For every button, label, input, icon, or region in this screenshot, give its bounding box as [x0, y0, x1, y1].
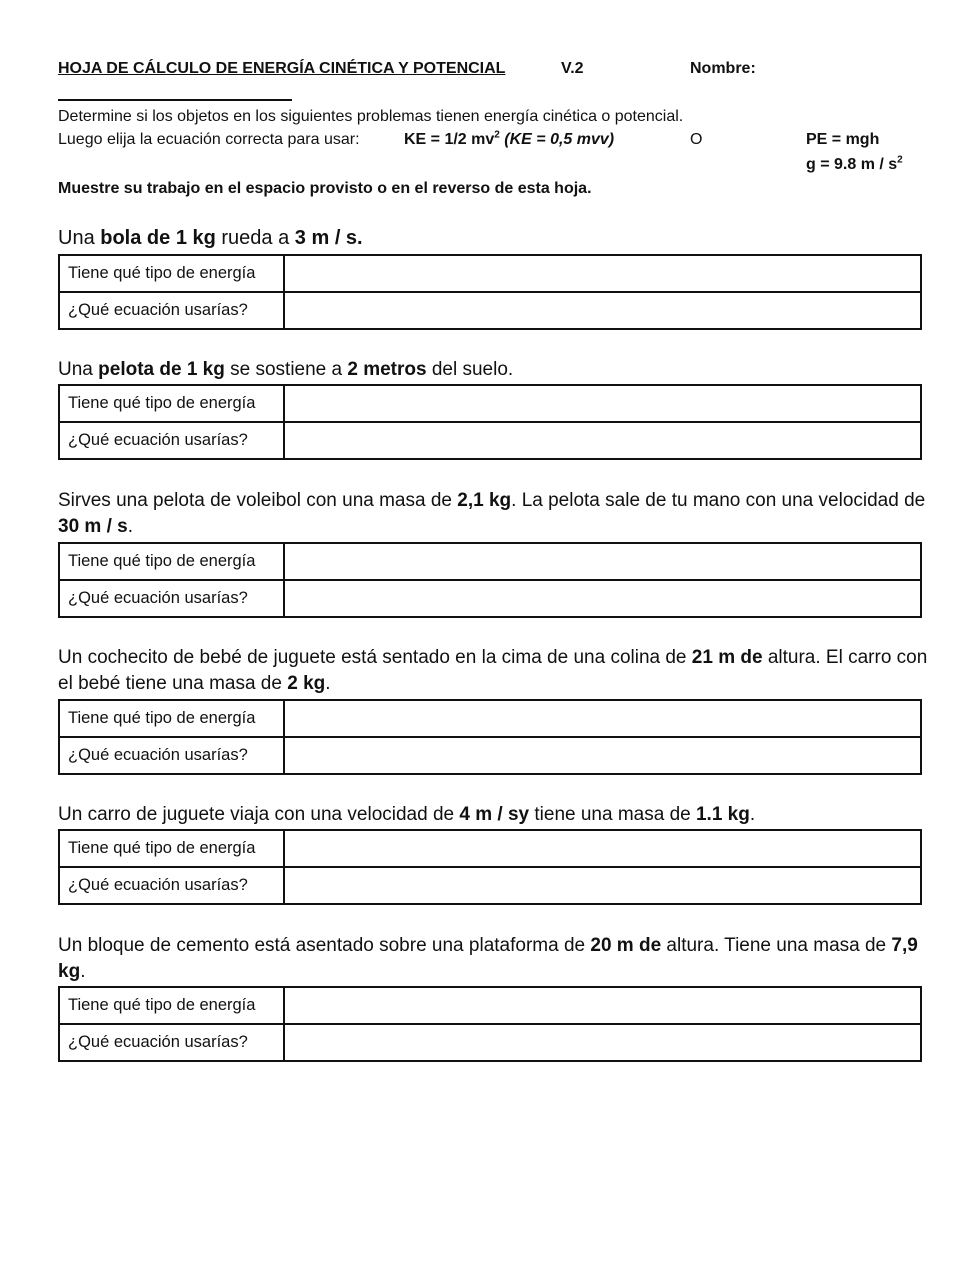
equation-label: ¿Qué ecuación usarías?	[59, 580, 284, 617]
g-formula: g = 9.8 m / $s^2$	[806, 154, 903, 173]
ke-alt-formula: (KE = 0,5 mvv)	[504, 131, 615, 148]
energy-type-answer[interactable]	[284, 830, 921, 867]
equation-label: ¿Qué ecuación usarías?	[59, 867, 284, 904]
instruction-line-1: Determine si los objetos en los siguientes problemas tienen energía cinética o potencial.	[58, 108, 684, 125]
ke-formula: KE = 1/2 $mv^2$ (KE = 0,5 mvv)	[404, 129, 615, 148]
version-label: V.2	[561, 60, 584, 77]
equation-answer[interactable]	[284, 1024, 921, 1061]
energy-type-answer[interactable]	[284, 385, 921, 422]
problem-2-table	[58, 384, 922, 460]
problem-5-table	[58, 829, 922, 905]
energy-type-label: Tiene qué tipo de energía	[59, 543, 284, 580]
energy-type-label: Tiene qué tipo de energía	[59, 987, 284, 1024]
energy-type-answer[interactable]	[284, 543, 921, 580]
problem-2-text: Una pelota de 1 kg se sostiene a 2 metros del suelo.	[58, 359, 514, 380]
energy-type-answer[interactable]	[284, 255, 921, 292]
energy-type-label: Tiene qué tipo de energía	[59, 700, 284, 737]
energy-type-label: Tiene qué tipo de energía	[59, 385, 284, 422]
equation-answer[interactable]	[284, 580, 921, 617]
energy-type-answer[interactable]	[284, 987, 921, 1024]
problem-3-text: Sirves una pelota de voleibol con una masa de 2,1 kg. La pelota sale de tu mano con una velocidad de 30 m / s.	[58, 490, 926, 537]
problem-1-text: Una bola de 1 kg rueda a 3 m / s.	[58, 227, 363, 249]
name-label: Nombre:	[690, 60, 756, 77]
instruction-line-2: Luego elija la ecuación correcta para usar:	[58, 131, 360, 148]
work-note: Muestre su trabajo en el espacio provisto o en el reverso de esta hoja.	[58, 180, 592, 197]
problem-4-table	[58, 699, 922, 775]
equation-answer[interactable]	[284, 737, 921, 774]
problem-4-text: Un cochecito de bebé de juguete está sentado en la cima de una colina de 21 m de altura. El carro con el bebé tiene una masa de 2 kg.	[58, 647, 928, 694]
equation-answer[interactable]	[284, 422, 921, 459]
name-blank-line	[58, 99, 292, 101]
equation-label: ¿Qué ecuación usarías?	[59, 737, 284, 774]
worksheet-title: HOJA DE CÁLCULO DE ENERGÍA CINÉTICA Y POTENCIAL	[58, 60, 506, 77]
problem-1-table	[58, 254, 922, 330]
problem-6-text: Un bloque de cemento está asentado sobre una plataforma de 20 m de altura. Tiene una masa de 7,9 kg.	[58, 935, 918, 982]
equation-label: ¿Qué ecuación usarías?	[59, 422, 284, 459]
equation-answer[interactable]	[284, 292, 921, 329]
problem-3-table	[58, 542, 922, 618]
energy-type-answer[interactable]	[284, 700, 921, 737]
problem-6-table	[58, 986, 922, 1062]
equation-label: ¿Qué ecuación usarías?	[59, 292, 284, 329]
energy-type-label: Tiene qué tipo de energía	[59, 255, 284, 292]
energy-type-label: Tiene qué tipo de energía	[59, 830, 284, 867]
or-label: O	[690, 131, 703, 148]
equation-label: ¿Qué ecuación usarías?	[59, 1024, 284, 1061]
pe-formula: PE = mgh	[806, 131, 880, 148]
problem-5-text: Un carro de juguete viaja con una velocidad de 4 m / sy tiene una masa de 1.1 kg.	[58, 804, 756, 825]
equation-answer[interactable]	[284, 867, 921, 904]
